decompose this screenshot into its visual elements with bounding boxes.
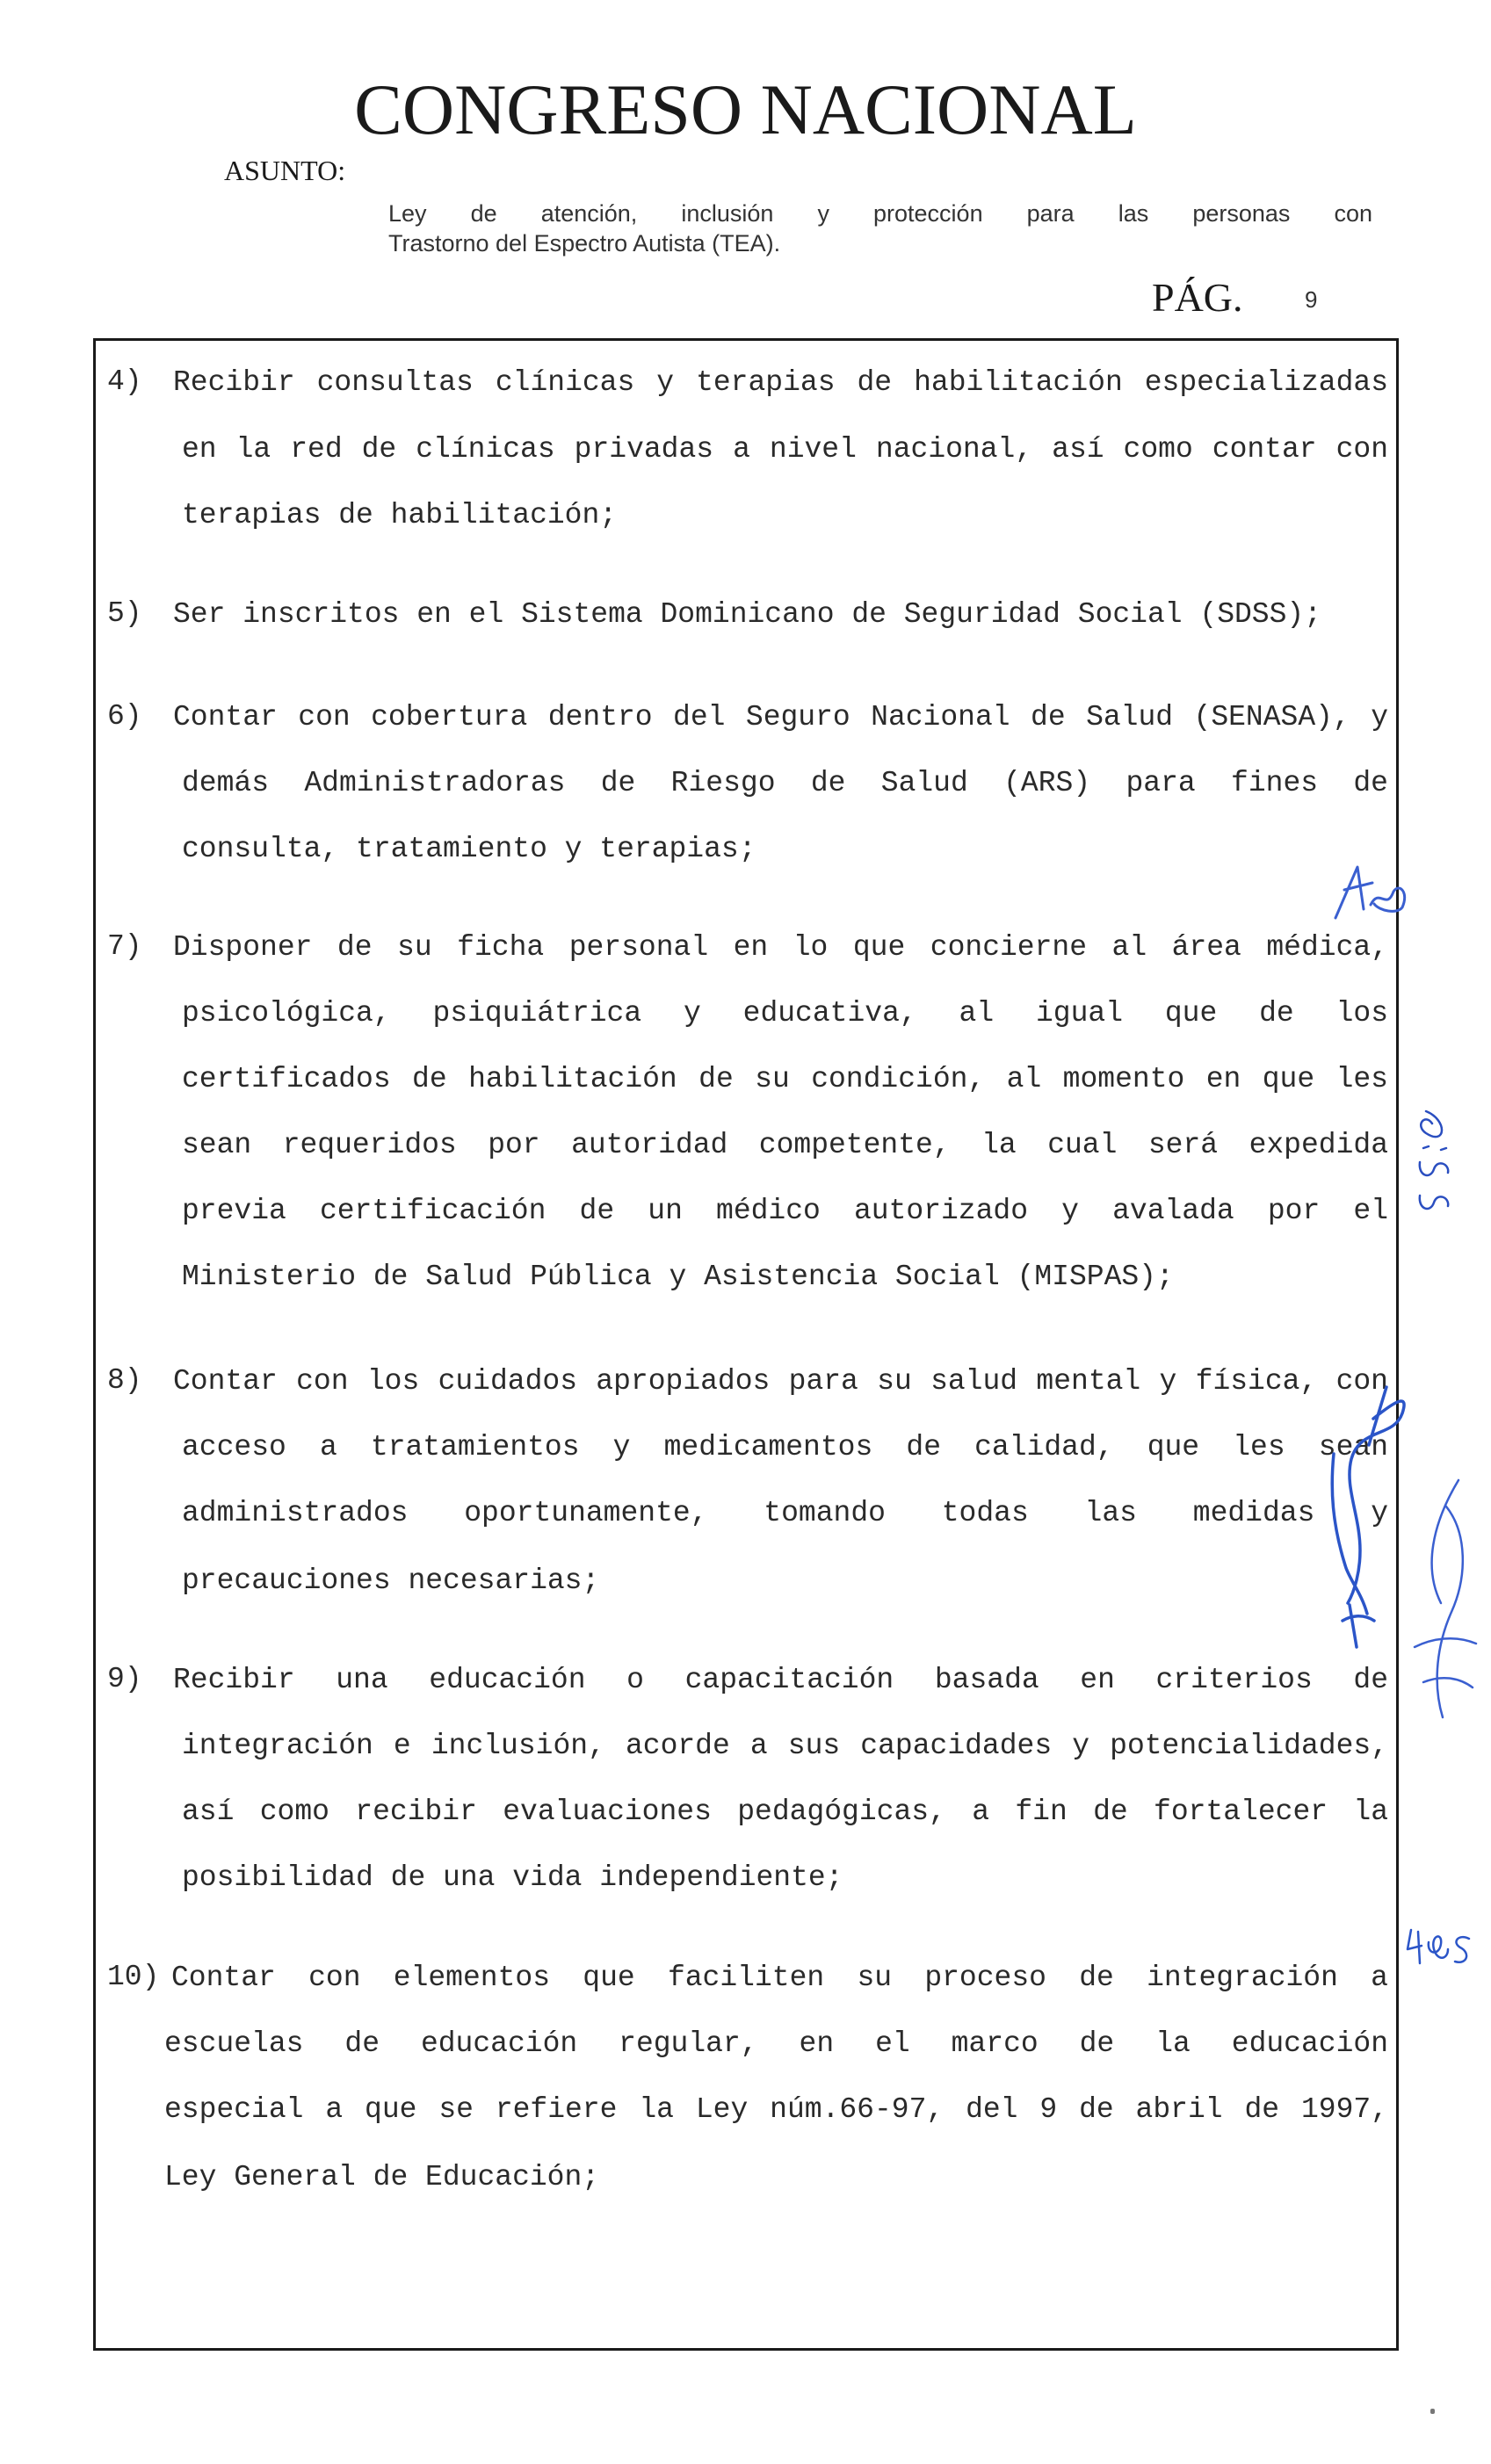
item-line: Contar con los cuidados apropiados para su salud mental y física, con	[173, 1365, 1388, 1398]
item-line: psicológica, psiquiátrica y educativa, al igual que de los	[182, 997, 1388, 1030]
item-number: 6)	[107, 700, 142, 733]
ink-speck	[1430, 2409, 1435, 2414]
item-line: sean requeridos por autoridad competente, la cual será expedida	[182, 1129, 1388, 1161]
handwritten-time-stamp	[1413, 1094, 1466, 1234]
item-line: escuelas de educación regular, en el marco de la educación	[164, 2027, 1388, 2060]
item-number: 5)	[107, 597, 142, 630]
item-number: 10)	[107, 1961, 160, 1993]
item-line: especial a que se refiere la Ley núm.66-97, del 9 de abril de 1997,	[164, 2093, 1388, 2126]
page-number: 9	[1305, 286, 1318, 313]
subject-line-2: Trastorno del Espectro Autista (TEA).	[388, 230, 781, 257]
item-line: Recibir consultas clínicas y terapias de habilitación especializadas	[173, 366, 1388, 399]
item-line: Disponer de su ficha personal en lo que concierne al área médica,	[173, 931, 1388, 964]
item-number: 8)	[107, 1364, 142, 1397]
item-line: así como recibir evaluaciones pedagógicas, a fin de fortalecer la	[182, 1796, 1388, 1828]
item-line: Ser inscritos en el Sistema Dominicano de Seguridad Social (SDSS);	[173, 598, 1322, 631]
item-line: acceso a tratamientos y medicamentos de calidad, que les sean	[182, 1431, 1388, 1463]
page-title: CONGRESO NACIONAL	[354, 69, 1137, 149]
item-line: Contar con elementos que faciliten su proceso de integración a	[171, 1962, 1388, 1994]
item-line: posibilidad de una vida independiente;	[182, 1861, 843, 1894]
item-line: administrados oportunamente, tomando todas las medidas y	[182, 1497, 1388, 1529]
page-label: PÁG.	[1152, 275, 1243, 320]
handwritten-number-stamp	[1404, 1919, 1474, 1972]
item-number: 7)	[107, 930, 142, 963]
item-line: consulta, tratamiento y terapias;	[182, 833, 756, 865]
handwritten-initials	[1318, 856, 1415, 927]
item-line: integración e inclusión, acorde a sus capacidades y potencialidades,	[182, 1730, 1388, 1762]
item-line: precauciones necesarias;	[182, 1564, 600, 1597]
item-line: en la red de clínicas privadas a nivel nacional, así como contar con	[182, 433, 1388, 466]
item-line: certificados de habilitación de su condición, al momento en que les	[182, 1063, 1388, 1095]
item-line: terapias de habilitación;	[182, 499, 618, 531]
item-line: previa certificación de un médico autorizado y avalada por el	[182, 1195, 1388, 1227]
subject-text	[388, 199, 1372, 258]
item-line: demás Administradoras de Riesgo de Salud (ARS) para fines de	[182, 767, 1388, 799]
item-number: 9)	[107, 1663, 142, 1695]
item-number: 4)	[107, 365, 142, 398]
item-line: Ministerio de Salud Pública y Asistencia Social (MISPAS);	[182, 1261, 1174, 1293]
item-line: Contar con cobertura dentro del Seguro Nacional de Salud (SENASA), y	[173, 701, 1388, 733]
handwritten-initials-2	[1406, 1471, 1485, 1735]
item-line: Recibir una educación o capacitación basada en criterios de	[173, 1664, 1388, 1696]
subject-line-1: Ley de atención, inclusión y protección para las personas con	[388, 200, 1372, 227]
asunto-label: ASUNTO:	[224, 155, 346, 186]
item-line: Ley General de Educación;	[164, 2161, 600, 2193]
